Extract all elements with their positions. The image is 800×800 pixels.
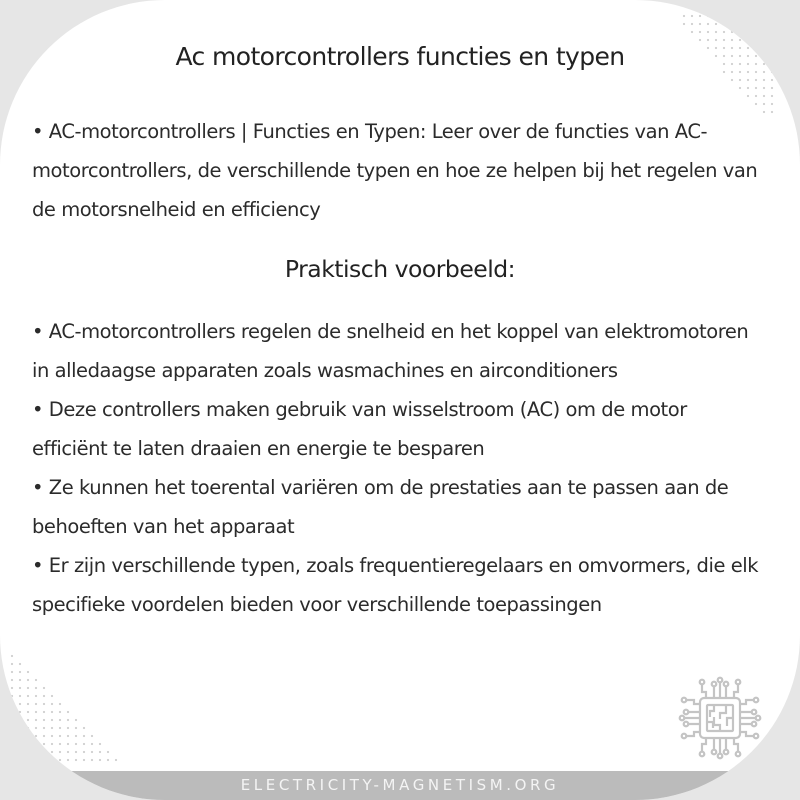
list-item: • AC-motorcontrollers regelen de snelheid en het koppel van elektromotoren in alledaagse apparaten zoals wasmachines en airconditioners xyxy=(32,320,749,382)
list-item: • Er zijn verschillende typen, zoals frequentieregelaars en omvormers, die elk specifieke voordelen bieden voor verschillende toepassingen xyxy=(32,554,759,616)
section-heading: Praktisch voorbeeld: xyxy=(284,255,516,283)
dot-pattern-icon xyxy=(680,12,800,122)
dot-pattern-icon xyxy=(8,652,128,772)
intro-paragraph xyxy=(32,112,760,229)
site-url: ELECTRICITY-MAGNETISM.ORG xyxy=(240,776,560,794)
intro-text: • AC-motorcontrollers | Functies en Typen: Leer over de functies van AC-motorcontrollers, de verschillende typen en hoe ze helpen bij het regelen van de motorsnelheid en efficiency xyxy=(32,120,758,221)
footer-band xyxy=(0,771,800,800)
bullet-list xyxy=(32,312,760,624)
list-item: • Deze controllers maken gebruik van wisselstroom (AC) om de motor efficiënt te laten draaien en energie te besparen xyxy=(32,398,687,460)
microchip-icon xyxy=(676,674,764,762)
list-item: • Ze kunnen het toerental variëren om de prestaties aan te passen aan de behoeften van het apparaat xyxy=(32,476,729,538)
page-title: Ac motorcontrollers functies en typen xyxy=(175,42,625,71)
